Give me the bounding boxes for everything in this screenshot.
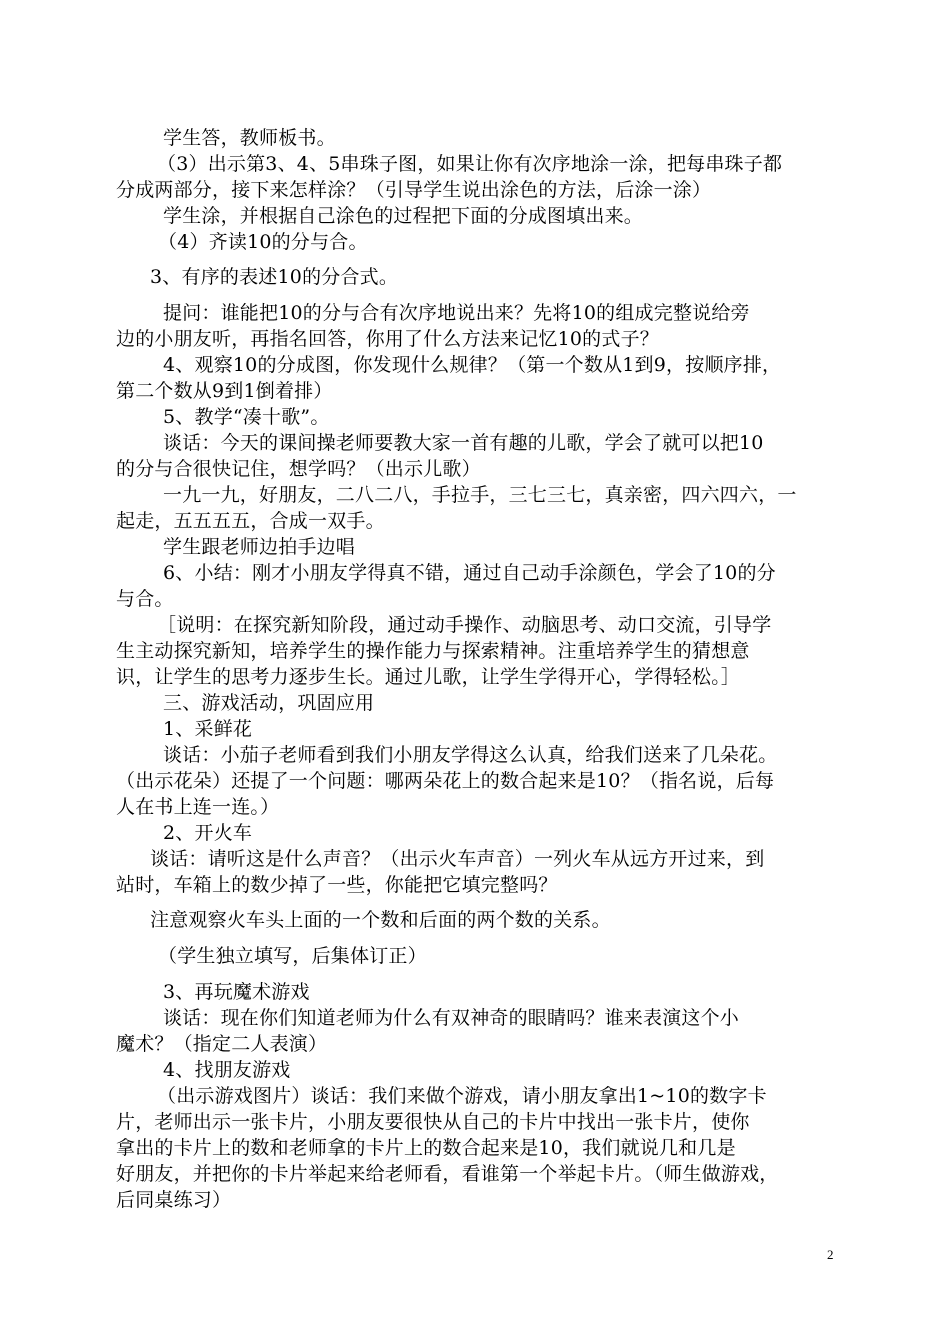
text-line: 起走，五五五五，合成一双手。	[116, 510, 385, 532]
text-line: （4）齐读10的分与合。	[158, 231, 368, 253]
text-line: 站时，车箱上的数少掉了一些，你能把它填完整吗？	[116, 874, 558, 896]
text-line: 谈话：请听这是什么声音？（出示火车声音）一列火车从远方开过来，到	[150, 848, 765, 870]
text-line: 一九一九，好朋友，二八二八，手拉手，三七三七，真亲密，四六四六，一	[163, 484, 797, 506]
text-line: 识，让学生的思考力逐步生长。通过儿歌，让学生学得开心，学得轻松。］	[116, 666, 741, 688]
text-line: 边的小朋友听，再指名回答，你用了什么方法来记忆10的式子？	[116, 328, 659, 350]
text-line: 后同桌练习）	[116, 1189, 232, 1211]
text-line: （学生独立填写，后集体订正）	[158, 945, 427, 967]
text-line: 3、有序的表述10的分合式。	[150, 266, 399, 288]
text-line: 学生答，教师板书。	[163, 127, 336, 149]
text-line: 生主动探究新知，培养学生的操作能力与探索精神。注重培养学生的猜想意	[116, 640, 750, 662]
text-line: 学生跟老师边拍手边唱	[163, 536, 356, 558]
text-line: （出示游戏图片）谈话：我们来做个游戏，请小朋友拿出1~10的数字卡	[157, 1085, 767, 1107]
text-line: 拿出的卡片上的数和老师拿的卡片上的数合起来是10，我们就说几和几是	[116, 1137, 736, 1159]
text-line: 3、再玩魔术游戏	[163, 981, 310, 1003]
text-line: 学生涂，并根据自己涂色的过程把下面的分成图填出来。	[163, 205, 644, 227]
page-number: 2	[827, 1247, 834, 1262]
text-line: 注意观察火车头上面的一个数和后面的两个数的关系。	[150, 909, 611, 931]
text-line: 谈话：现在你们知道老师为什么有双神奇的眼睛吗？谁来表演这个小	[163, 1007, 740, 1029]
text-line: 谈话：今天的课间操老师要教大家一首有趣的儿歌，学会了就可以把10	[163, 432, 764, 454]
text-line: 分成两部分，接下来怎样涂？（引导学生说出涂色的方法，后涂一涂）	[116, 179, 712, 201]
text-line: 4、找朋友游戏	[163, 1059, 291, 1081]
text-line: 6、小结：刚才小朋友学得真不错，通过自己动手涂颜色，学会了10的分	[163, 562, 776, 584]
text-line: 三、游戏活动，巩固应用	[163, 692, 375, 714]
text-line: 第二个数从9到1倒着排）	[116, 380, 333, 402]
text-line: （出示花朵）还提了一个问题：哪两朵花上的数合起来是10？（指名说，后每	[116, 770, 775, 792]
text-line: 片，老师出示一张卡片，小朋友要很快从自己的卡片中找出一张卡片，使你	[116, 1111, 750, 1133]
text-line: （3）出示第3、4、5串珠子图，如果让你有次序地涂一涂，把每串珠子都	[157, 153, 783, 175]
text-line: 的分与合很快记住，想学吗？（出示儿歌）	[116, 458, 481, 480]
text-line: 与合。	[116, 588, 174, 610]
text-line: 1、采鲜花	[163, 718, 253, 740]
text-line: 2、开火车	[163, 822, 253, 844]
text-line: 提问：谁能把10的分与合有次序地说出来？先将10的组成完整说给旁	[163, 302, 750, 324]
text-line: ［说明：在探究新知阶段，通过动手操作、动脑思考、动口交流，引导学	[157, 614, 772, 636]
text-line: 魔术？（指定二人表演）	[116, 1033, 328, 1055]
text-line: 人在书上连一连。）	[116, 796, 280, 818]
text-line: 5、教学“凑十歌”。	[163, 406, 330, 428]
text-line: 4、观察10的分成图，你发现什么规律？（第一个数从1到9，按顺序排，	[163, 354, 782, 376]
text-line: 谈话：小茄子老师看到我们小朋友学得这么认真，给我们送来了几朵花。	[163, 744, 778, 766]
text-line: 好朋友，并把你的卡片举起来给老师看，看谁第一个举起卡片。（师生做游戏，	[116, 1163, 779, 1185]
